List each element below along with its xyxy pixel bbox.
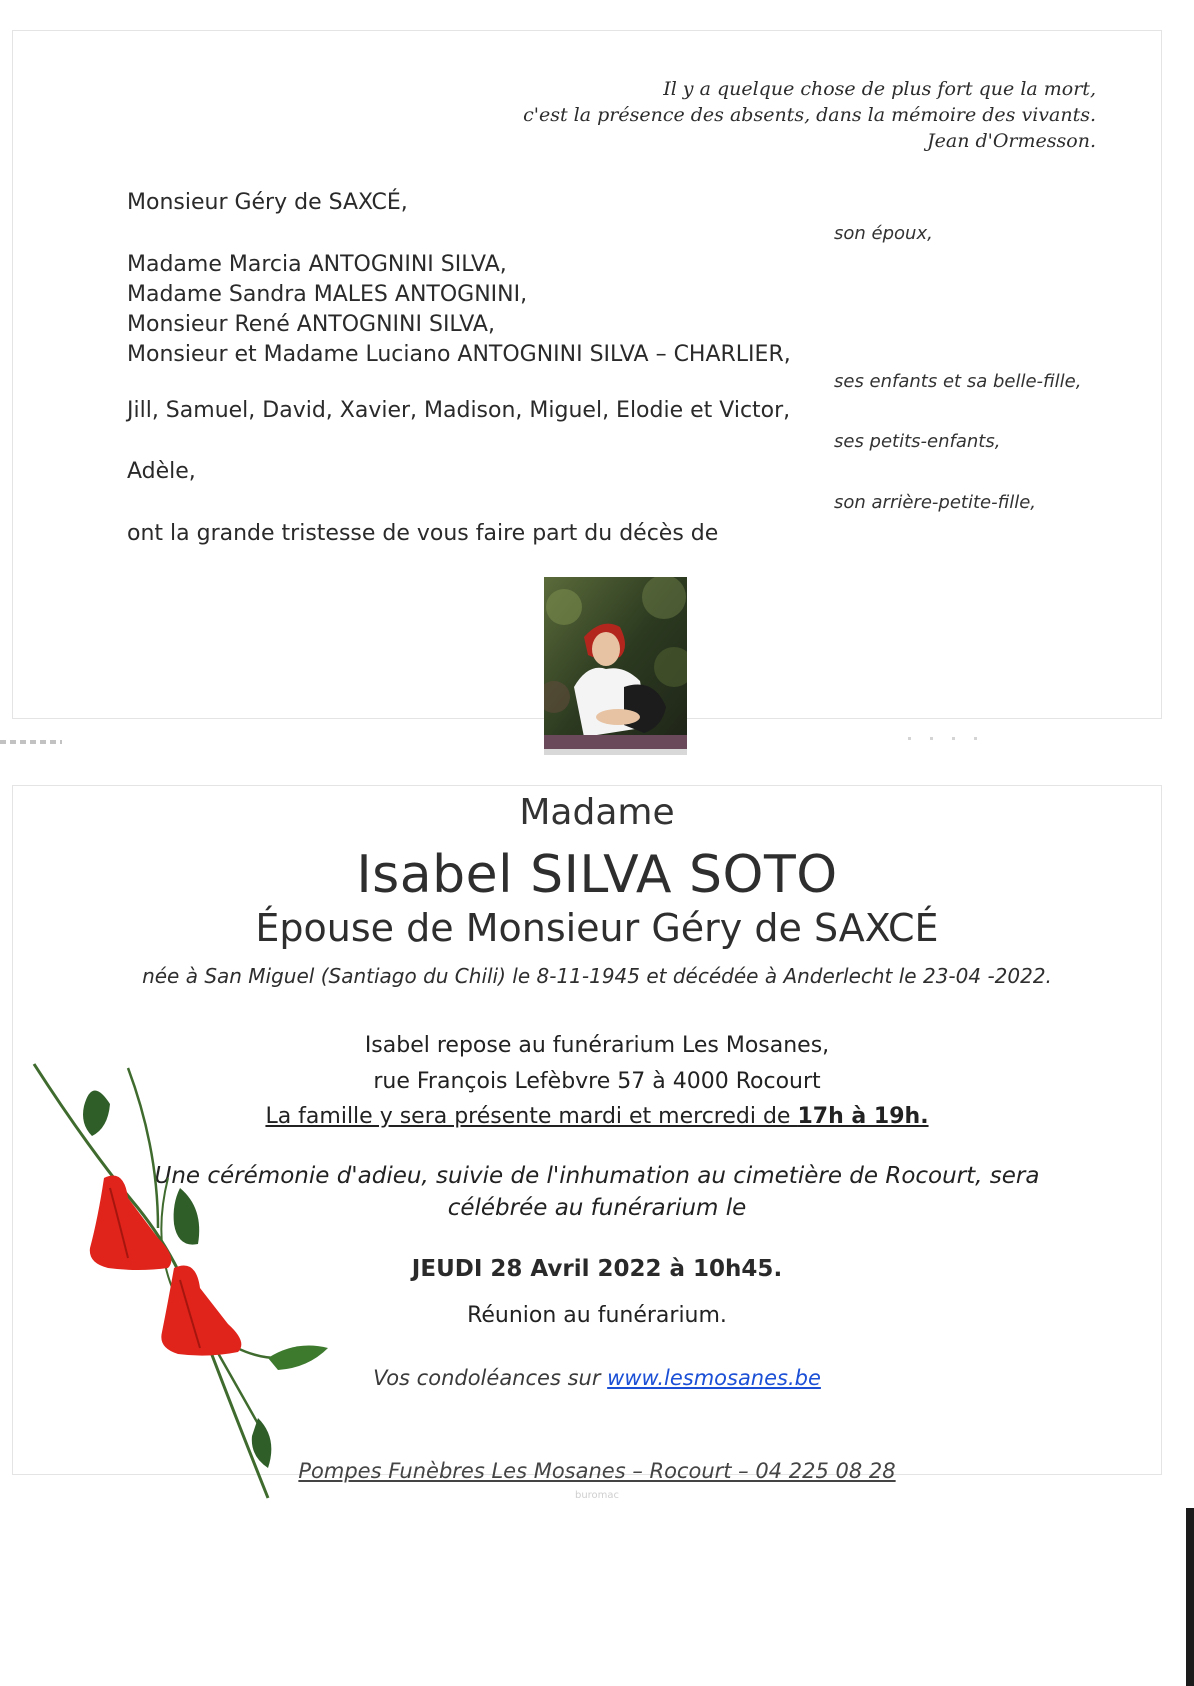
deceased-name: Isabel SILVA SOTO <box>356 845 838 905</box>
birth-death-line: née à San Miguel (Santiago du Chili) le 8-11-1945 et décédée à Anderlecht le 23-04 -2022. <box>142 964 1052 988</box>
great-grandchild-name: Adèle, <box>127 459 196 484</box>
footer-text: Pompes Funèbres Les Mosanes – Rocourt – 04 225 08 28 <box>298 1459 896 1483</box>
deceased-title: Madame <box>519 792 675 833</box>
ceremony-line: Une cérémonie d'adieu, suivie de l'inhumation au cimetière de Rocourt, sera <box>154 1163 1040 1189</box>
family-presence-text: La famille y sera présente mardi et mercredi de <box>265 1104 798 1129</box>
spouse-relation: son époux, <box>834 223 933 244</box>
portrait-photo <box>544 577 687 755</box>
child-name: Madame Sandra MALES ANTOGNINI, <box>127 282 528 307</box>
flower-decoration <box>28 1058 338 1508</box>
spouse-name: Monsieur Géry de SAXCÉ, <box>127 190 408 215</box>
condolences-prefix: Vos condoléances sur <box>373 1366 608 1390</box>
child-name: Monsieur et Madame Luciano ANTOGNINI SILVA – CHARLIER, <box>127 342 791 367</box>
rest-address: rue François Lefèbvre 57 à 4000 Rocourt <box>373 1069 821 1094</box>
scan-edge-bar <box>1186 1508 1194 1686</box>
quote-author: Jean d'Ormesson. <box>927 130 1096 152</box>
epigraph-quote <box>523 76 1096 154</box>
rest-location: Isabel repose au funérarium Les Mosanes, <box>364 1033 830 1058</box>
quote-line: c'est la présence des absents, dans la mémoire des vivants. <box>523 104 1096 126</box>
scan-artifact <box>908 737 978 740</box>
quote-line: Il y a quelque chose de plus fort que la mort, <box>663 78 1096 100</box>
announcement-line: ont la grande tristesse de vous faire part du décès de <box>127 521 719 546</box>
deceased-spouse-line: Épouse de Monsieur Géry de SAXCÉ <box>255 906 939 950</box>
ceremony-date: JEUDI 28 Avril 2022 à 10h45. <box>411 1256 783 1282</box>
grandchildren-names: Jill, Samuel, David, Xavier, Madison, Miguel, Elodie et Victor, <box>127 398 791 423</box>
ceremony-line: célébrée au funérarium le <box>447 1195 747 1221</box>
family-presence-hours: 17h à 19h. <box>797 1104 929 1129</box>
scan-artifact <box>0 740 62 744</box>
printer-mark: buromac <box>574 1490 620 1501</box>
great-grandchild-relation: son arrière-petite-fille, <box>834 492 1037 513</box>
condolences-link[interactable]: www.lesmosanes.be <box>607 1366 821 1390</box>
child-name: Madame Marcia ANTOGNINI SILVA, <box>127 252 507 277</box>
children-relation: ses enfants et sa belle-fille, <box>834 371 1082 392</box>
child-name: Monsieur René ANTOGNINI SILVA, <box>127 312 495 337</box>
gathering-line: Réunion au funérarium. <box>467 1303 727 1328</box>
grandchildren-relation: ses petits-enfants, <box>834 431 1001 452</box>
